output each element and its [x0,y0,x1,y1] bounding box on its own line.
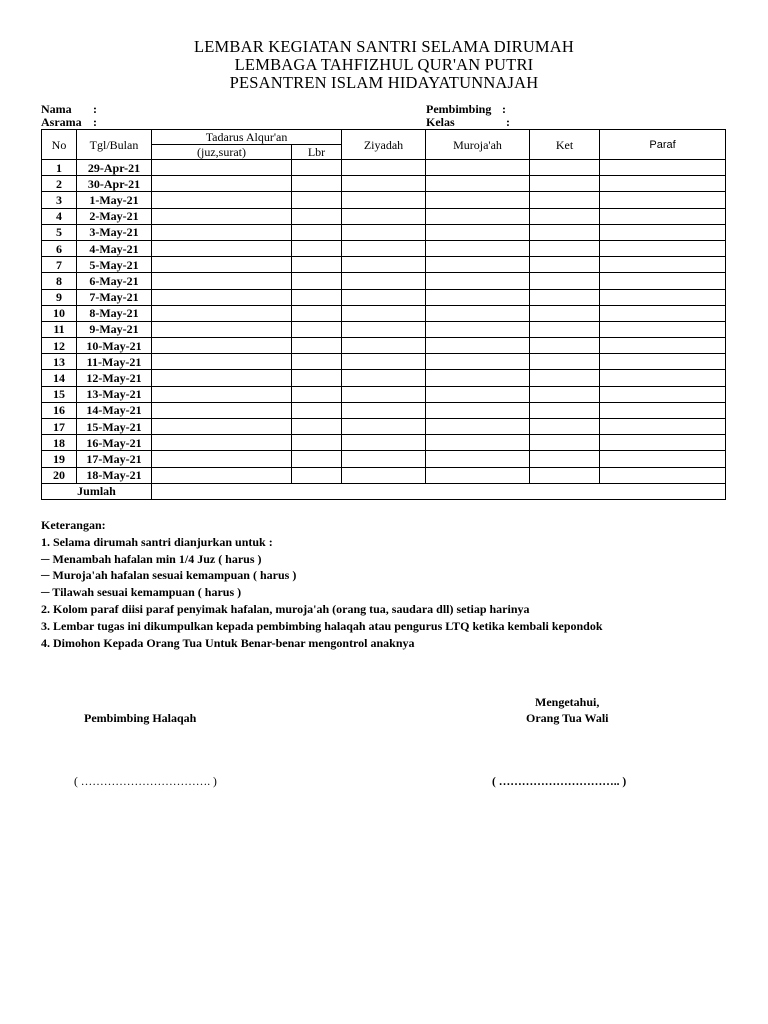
table-row [42,419,726,435]
juz-surat-cell[interactable] [152,321,292,337]
kelas-colon: : [506,115,510,129]
paraf-cell[interactable] [600,451,726,467]
right-signature-top: Mengetahui, [535,695,600,709]
paraf-cell[interactable] [600,354,726,370]
table-row [42,160,726,176]
juz-surat-cell[interactable] [152,160,292,176]
row-date: 10-May-21 [77,338,152,354]
row-no: 8 [42,273,77,289]
murojaah-cell[interactable] [426,305,530,321]
row-date: 18-May-21 [77,467,152,483]
paraf-cell[interactable] [600,402,726,418]
row-no: 6 [42,240,77,256]
row-no: 16 [42,402,77,418]
juz-surat-cell[interactable] [152,192,292,208]
murojaah-cell[interactable] [426,338,530,354]
row-no: 14 [42,370,77,386]
paraf-cell[interactable] [600,240,726,256]
row-date: 3-May-21 [77,224,152,240]
row-no: 9 [42,289,77,305]
kelas-field [426,116,510,129]
ket-cell[interactable] [530,451,600,467]
row-no: 13 [42,354,77,370]
lbr-cell[interactable] [292,257,342,273]
ziyadah-cell[interactable] [342,273,426,289]
paraf-cell[interactable] [600,208,726,224]
table-row [42,273,726,289]
paraf-cell[interactable] [600,435,726,451]
title-line-3: PESANTREN ISLAM HIDAYATUNNAJAH [229,73,539,92]
paraf-cell[interactable] [600,419,726,435]
col-paraf: Paraf [600,130,726,160]
ziyadah-cell[interactable] [342,419,426,435]
row-date: 30-Apr-21 [77,176,152,192]
row-date: 7-May-21 [77,289,152,305]
total-label: Jumlah [42,483,152,499]
row-no: 19 [42,451,77,467]
note-line: 2. Kolom paraf diisi paraf penyimak hafalan, muroja'ah (orang tua, saudara dll) setiap harinya [41,601,530,616]
row-date: 17-May-21 [77,451,152,467]
murojaah-cell[interactable] [426,354,530,370]
ziyadah-cell[interactable] [342,321,426,337]
lbr-cell[interactable] [292,192,342,208]
row-date: 16-May-21 [77,435,152,451]
murojaah-cell[interactable] [426,224,530,240]
ziyadah-cell[interactable] [342,208,426,224]
title-line-2: LEMBAGA TAHFIZHUL QUR'AN PUTRI [234,55,534,74]
row-no: 12 [42,338,77,354]
ket-cell[interactable] [530,338,600,354]
col-ket: Ket [530,130,600,160]
pembimbing-colon: : [502,102,506,116]
juz-surat-cell[interactable] [152,338,292,354]
murojaah-cell[interactable] [426,289,530,305]
juz-surat-cell[interactable] [152,467,292,483]
row-no: 5 [42,224,77,240]
ziyadah-cell[interactable] [342,451,426,467]
row-date: 6-May-21 [77,273,152,289]
ziyadah-cell[interactable] [342,192,426,208]
murojaah-cell[interactable] [426,419,530,435]
ziyadah-cell[interactable] [342,386,426,402]
lbr-cell[interactable] [292,402,342,418]
paraf-cell[interactable] [600,176,726,192]
juz-surat-cell[interactable] [152,224,292,240]
murojaah-cell[interactable] [426,451,530,467]
note-line: 1. Selama dirumah santri dianjurkan untuk : [41,534,273,549]
ket-cell[interactable] [530,273,600,289]
row-date: 29-Apr-21 [77,160,152,176]
row-date: 8-May-21 [77,305,152,321]
ket-cell[interactable] [530,176,600,192]
col-murojaah: Muroja'ah [426,130,530,160]
ket-cell[interactable] [530,354,600,370]
juz-surat-cell[interactable] [152,435,292,451]
note-line: 4. Dimohon Kepada Orang Tua Untuk Benar-benar mengontrol anaknya [41,635,415,650]
paraf-cell[interactable] [600,289,726,305]
lbr-cell[interactable] [292,451,342,467]
left-signature-label: Pembimbing Halaqah [84,711,197,725]
murojaah-cell[interactable] [426,176,530,192]
lbr-cell[interactable] [292,224,342,240]
col-date: Tgl/Bulan [77,130,152,160]
row-no: 11 [42,321,77,337]
right-signature-label: Orang Tua Wali [526,711,609,725]
row-no: 10 [42,305,77,321]
col-no: No [42,130,77,160]
ziyadah-cell[interactable] [342,435,426,451]
ket-cell[interactable] [530,321,600,337]
lbr-cell[interactable] [292,419,342,435]
pembimbing-label: Pembimbing [426,102,492,116]
row-no: 1 [42,160,77,176]
ket-cell[interactable] [530,289,600,305]
murojaah-cell[interactable] [426,435,530,451]
ket-cell[interactable] [530,224,600,240]
col-tadarus: Tadarus Alqur'an [152,130,342,145]
lbr-cell[interactable] [292,386,342,402]
asrama-label: Asrama [41,115,82,129]
table-row [42,224,726,240]
murojaah-cell[interactable] [426,160,530,176]
ket-cell[interactable] [530,240,600,256]
row-date: 12-May-21 [77,370,152,386]
ket-cell[interactable] [530,192,600,208]
table-row [42,240,726,256]
ziyadah-cell[interactable] [342,354,426,370]
row-date: 4-May-21 [77,240,152,256]
lbr-cell[interactable] [292,370,342,386]
paraf-cell[interactable] [600,257,726,273]
table-row [42,321,726,337]
note-line: ─ Tilawah sesuai kemampuan ( harus ) [41,585,242,600]
murojaah-cell[interactable] [426,208,530,224]
lbr-cell[interactable] [292,338,342,354]
table-row [42,467,726,483]
ket-cell[interactable] [530,160,600,176]
ket-cell[interactable] [530,257,600,273]
lbr-cell[interactable] [292,160,342,176]
ket-cell[interactable] [530,370,600,386]
juz-surat-cell[interactable] [152,402,292,418]
juz-surat-cell[interactable] [152,370,292,386]
ziyadah-cell[interactable] [342,338,426,354]
ket-cell[interactable] [530,435,600,451]
murojaah-cell[interactable] [426,370,530,386]
lbr-cell[interactable] [292,305,342,321]
juz-surat-cell[interactable] [152,451,292,467]
paraf-cell[interactable] [600,370,726,386]
ziyadah-cell[interactable] [342,224,426,240]
col-lbr: Lbr [292,145,342,160]
table-row [42,386,726,402]
murojaah-cell[interactable] [426,467,530,483]
juz-surat-cell[interactable] [152,386,292,402]
lbr-cell[interactable] [292,240,342,256]
note-line: ─ Menambah hafalan min 1/4 Juz ( harus ) [41,551,262,566]
activity-table [41,129,726,500]
ziyadah-cell[interactable] [342,289,426,305]
murojaah-cell[interactable] [426,240,530,256]
table-row [42,289,726,305]
table-row [42,354,726,370]
table-row [42,257,726,273]
paraf-cell[interactable] [600,273,726,289]
col-ziyadah: Ziyadah [342,130,426,160]
ziyadah-cell[interactable] [342,160,426,176]
row-no: 20 [42,467,77,483]
murojaah-cell[interactable] [426,402,530,418]
row-no: 2 [42,176,77,192]
nama-colon: : [93,102,97,116]
row-date: 15-May-21 [77,419,152,435]
table-row [42,402,726,418]
row-date: 13-May-21 [77,386,152,402]
murojaah-cell[interactable] [426,273,530,289]
nama-label: Nama [41,102,72,116]
row-no: 3 [42,192,77,208]
row-date: 9-May-21 [77,321,152,337]
asrama-colon: : [93,115,97,129]
paraf-cell[interactable] [600,321,726,337]
row-no: 7 [42,257,77,273]
paraf-cell[interactable] [600,338,726,354]
table-row [42,305,726,321]
lbr-cell[interactable] [292,467,342,483]
juz-surat-cell[interactable] [152,208,292,224]
row-date: 11-May-21 [77,354,152,370]
ket-cell[interactable] [530,467,600,483]
paraf-cell[interactable] [600,192,726,208]
row-no: 4 [42,208,77,224]
ket-cell[interactable] [530,208,600,224]
lbr-cell[interactable] [292,208,342,224]
paraf-cell[interactable] [600,305,726,321]
ziyadah-cell[interactable] [342,240,426,256]
juz-surat-cell[interactable] [152,289,292,305]
ket-cell[interactable] [530,386,600,402]
ket-cell[interactable] [530,419,600,435]
paraf-cell[interactable] [600,467,726,483]
lbr-cell[interactable] [292,354,342,370]
col-juz-surat: (juz,surat) [152,145,292,160]
lbr-cell[interactable] [292,435,342,451]
lbr-cell[interactable] [292,176,342,192]
row-date: 2-May-21 [77,208,152,224]
note-line: ─ Muroja'ah hafalan sesuai kemampuan ( harus ) [41,568,297,583]
table-row [42,370,726,386]
kelas-label: Kelas [426,115,455,129]
lbr-cell[interactable] [292,289,342,305]
row-date: 1-May-21 [77,192,152,208]
table-header-row [42,130,726,145]
ziyadah-cell[interactable] [342,257,426,273]
note-line: 3. Lembar tugas ini dikumpulkan kepada pembimbing halaqah atau pengurus LTQ ketika kembali kepondok [41,618,603,633]
table-row [42,435,726,451]
table-row [42,451,726,467]
row-date: 14-May-21 [77,402,152,418]
murojaah-cell[interactable] [426,386,530,402]
title-line-1: LEMBAR KEGIATAN SANTRI SELAMA DIRUMAH [193,37,575,56]
lbr-cell[interactable] [292,273,342,289]
juz-surat-cell[interactable] [152,305,292,321]
ziyadah-cell[interactable] [342,370,426,386]
murojaah-cell[interactable] [426,192,530,208]
juz-surat-cell[interactable] [152,273,292,289]
right-signature-line: ( ………………………….. ) [492,776,627,788]
table-row [42,176,726,192]
row-no: 17 [42,419,77,435]
table-row [42,208,726,224]
ziyadah-cell[interactable] [342,305,426,321]
left-signature-line: ( ……………………………. ) [74,776,217,788]
juz-surat-cell[interactable] [152,354,292,370]
ket-cell[interactable] [530,402,600,418]
paraf-cell[interactable] [600,160,726,176]
paraf-cell[interactable] [600,224,726,240]
juz-surat-cell[interactable] [152,257,292,273]
juz-surat-cell[interactable] [152,240,292,256]
total-row [42,483,726,499]
asrama-field [41,116,97,129]
row-no: 18 [42,435,77,451]
juz-surat-cell[interactable] [152,176,292,192]
murojaah-cell[interactable] [426,257,530,273]
juz-surat-cell[interactable] [152,419,292,435]
paraf-cell[interactable] [600,386,726,402]
notes-heading: Keterangan: [41,518,106,532]
ziyadah-cell[interactable] [342,467,426,483]
table-row [42,192,726,208]
murojaah-cell[interactable] [426,321,530,337]
total-value-cell[interactable] [152,483,726,499]
ket-cell[interactable] [530,305,600,321]
table-row [42,338,726,354]
notes-block [41,517,603,651]
ziyadah-cell[interactable] [342,176,426,192]
ziyadah-cell[interactable] [342,402,426,418]
row-date: 5-May-21 [77,257,152,273]
lbr-cell[interactable] [292,321,342,337]
row-no: 15 [42,386,77,402]
